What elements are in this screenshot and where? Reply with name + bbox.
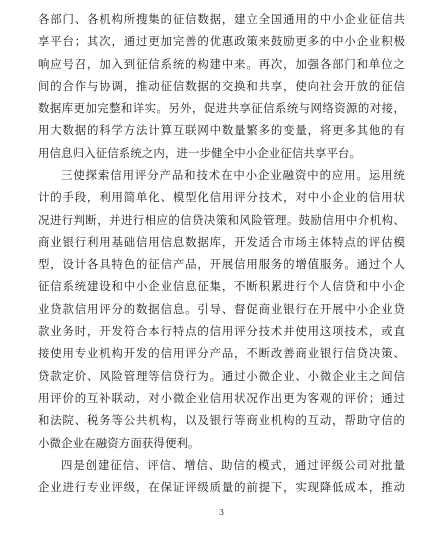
text-line: 享平台；其次，通过更加完善的优惠政策来鼓励更多的中小企业积极	[38, 34, 405, 49]
text-line: 用信息归入征信系统之内，进一步健全中小企业征信共享平台。	[38, 145, 362, 160]
page-number: 3	[218, 508, 225, 517]
text-line: 用评价的互补联动，对小微企业信用状况作出更为客观的评价；通过	[38, 390, 405, 405]
text-line: 接使用专业机构开发的信用评分产品，不断改善商业银行信贷决策、	[38, 346, 405, 361]
text-line: 计的手段，利用简单化、模型化信用评分技术，对中小企业的信用状	[38, 190, 405, 205]
text-line: 小微企业在融资方面获得便利。	[38, 435, 200, 450]
text-line: 用大数据的科学方法计算互联网中数量繁多的变量，将更多其他的有	[38, 123, 405, 138]
text-line: 贷款定价、风险管理等信贷行为。通过小微企业、小微企业主之间信	[38, 368, 405, 383]
text-line: 各部门、各机构所搜集的征信数据，建立全国通用的中小企业征信共	[38, 12, 405, 26]
text-line: 三使探索信用评分产品和技术在中小企业融资中的应用。运用统	[61, 168, 405, 182]
text-line: 商业银行利用基础信用信息数据库，开发适合市场主体特点的评估模	[38, 234, 405, 249]
text-line: 响应号召，加入到征信系统的构建中来。再次，加强各部门和单位之	[38, 56, 405, 71]
text-line: 况进行判断，并进行相应的信贷决策和风险管理。鼓励信用中介机构、	[38, 212, 405, 227]
paragraph-1	[38, 8, 405, 164]
text-line: 款业务时，开发符合本行特点的信用评分技术并使用这项技术，或直	[38, 324, 405, 339]
paragraph-2	[38, 164, 405, 454]
text-line: 和法院、税务等公共机构，以及银行等商业机构的互动，帮助守信的	[38, 413, 405, 428]
text-line: 企业进行专业评级，在保证评级质量的前提下，实现降低成本，推动	[38, 480, 405, 495]
text-line: 业贷款信用评分的数据信息。引导、督促商业银行在开展中小企业贷	[38, 301, 405, 316]
paragraph-3	[38, 454, 405, 499]
text-line: 征信系统建设和中小企业信息征集，不断积累进行个人信贷和中小企	[38, 279, 405, 294]
text-line: 数据库更加完整和详实。另外，促进共享征信系统与网络资源的对接，	[38, 101, 405, 116]
text-line: 四是创建征信、评信、增信、助信的模式，通过评级公司对批量	[61, 458, 405, 472]
text-line: 间的合作与协调，推动征信数据的交换和共享，使向社会开放的征信	[38, 78, 405, 93]
text-line: 型，设计各具特色的征信产品，开展信用服务的增值服务。通过个人	[38, 257, 405, 272]
